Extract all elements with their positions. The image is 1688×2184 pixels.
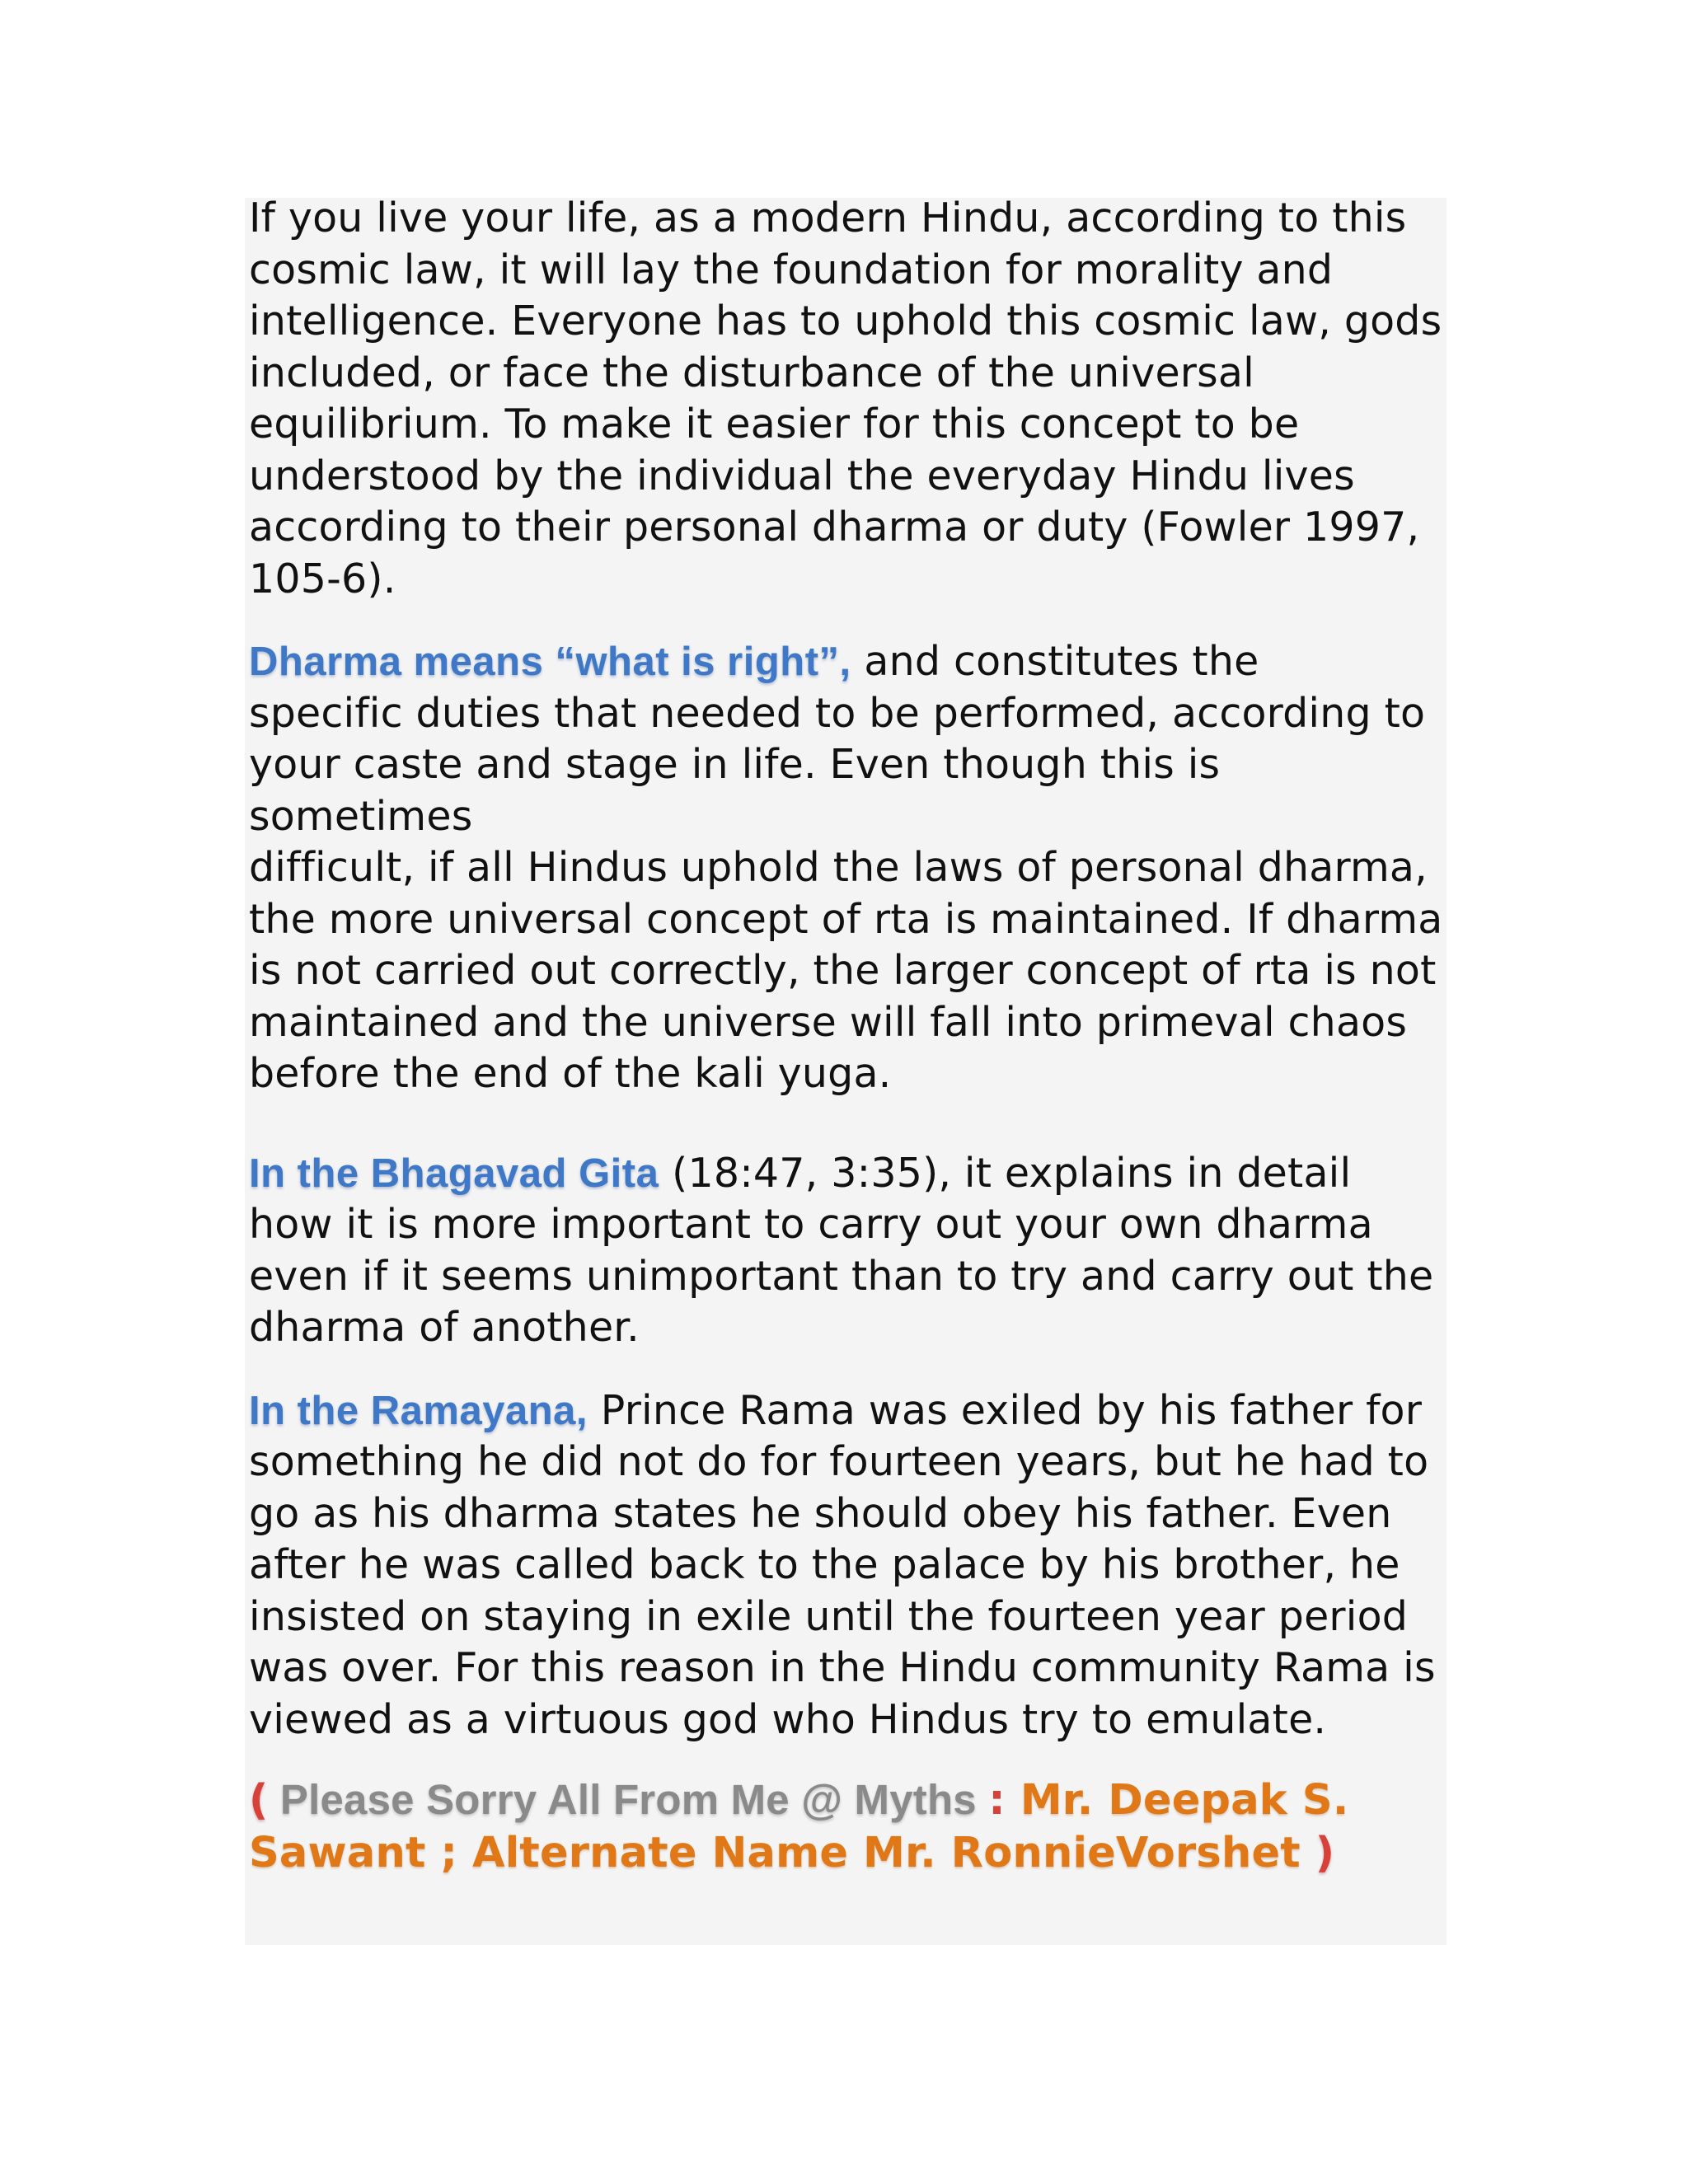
paragraph-bhagavad-gita-body: (18:47, 3:35), it explains in detail how it is more important to carry out your own dharma even if it seems unimportant than to try and carry out the dharma of another. [249,1149,1434,1351]
paragraph-ramayana [249,1385,1444,1746]
paragraph-cosmic-law: If you live your life, as a modern Hindu, according to this cosmic law, it will lay the foundation for morality and intelligence. Everyone has to uphold this cosmic law, gods included, or face the disturbance of the universal equilibrium. To make it easier for this concept to be understood by the individual the everyday Hindu lives according to their personal dharma or duty (Fowler 1997, 105-6). [249,194,1442,602]
paragraph-bhagavad-gita [249,1148,1444,1354]
signature-apology: Please Sorry All From Me @ Myths [268,1776,989,1823]
paragraph-dharma [249,636,1444,1100]
heading-bhagavad-gita: In the Bhagavad Gita [249,1151,659,1196]
signature-author-name: Mr. Deepak S. Sawant ; Alternate Name Mr. RonnieVorshet [249,1776,1349,1877]
heading-dharma-means: Dharma means “what is right”, [249,640,851,684]
author-signature [249,1774,1444,1880]
heading-ramayana: In the Ramayana, [249,1388,588,1433]
document-body [249,193,1444,1880]
signature-open-paren: ( [249,1776,269,1825]
signature-colon: : [988,1776,1006,1825]
signature-close-paren: ) [1315,1829,1335,1877]
paragraph-ramayana-body: Prince Rama was exiled by his father for something he did not do for fourteen years, but he had to go as his dharma states he should obey his father. Even after he was called back to the palace by his brother, he insisted on staying in exile until the fourteen year period was over. For this reason in the Hindu community Rama is viewed as a virtuous god who Hindus try to emulate. [249,1386,1436,1743]
paragraph-dharma-body: and constitutes the specific duties that needed to be performed, according to your caste and stage in life. Even though this is sometimes difficult, if all Hindus uphold the laws of personal dharma, the more universal concept of rta is maintained. If dharma is not carried out correctly, the larger concept of rta is not maintained and the universe will fall into primeval chaos before the end of the kali yuga. [249,638,1443,1097]
